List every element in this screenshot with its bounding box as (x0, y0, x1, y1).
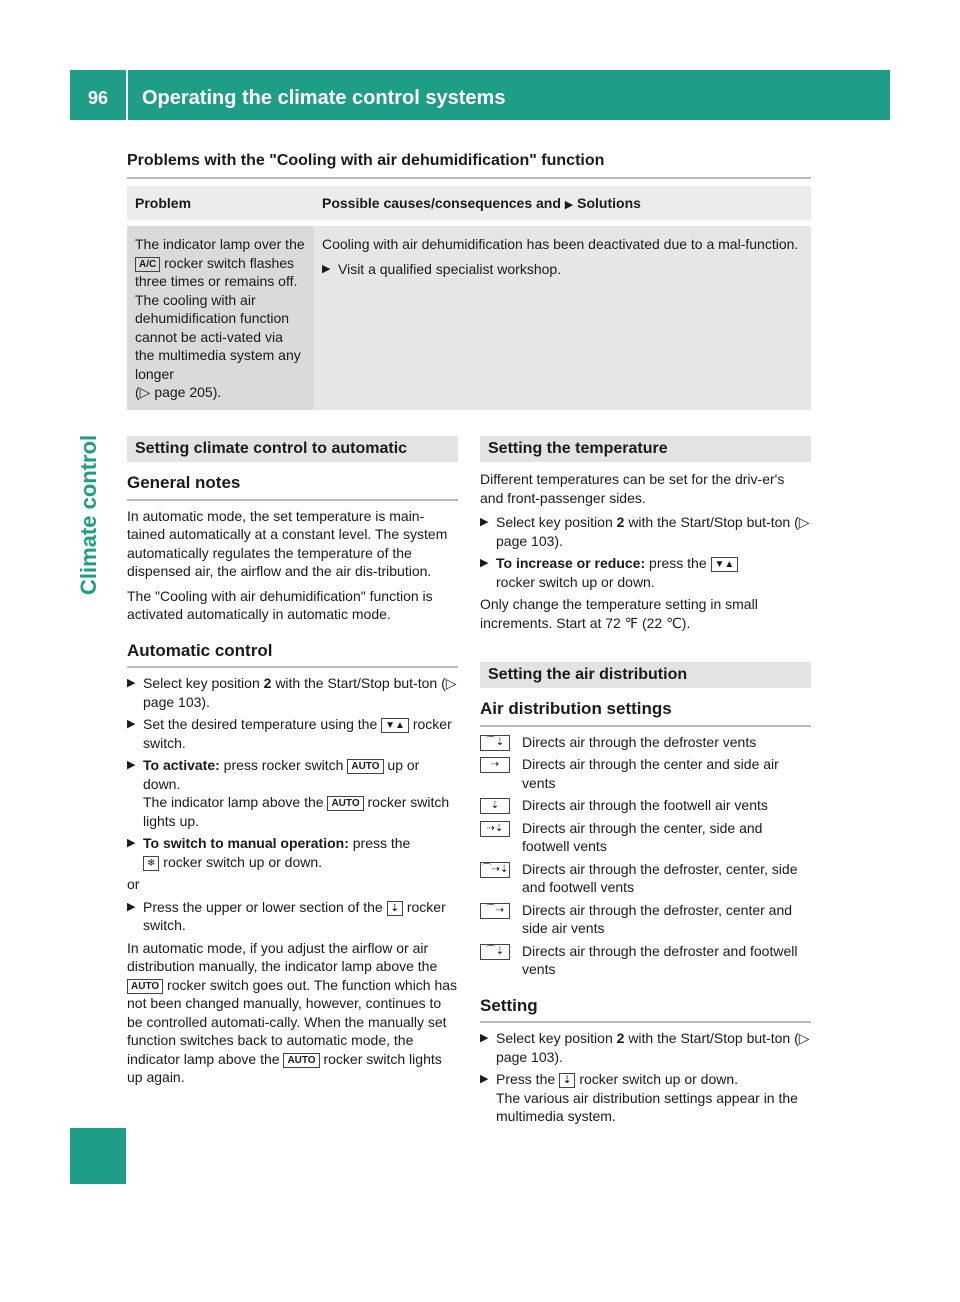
step-label: To switch to manual operation: (143, 835, 349, 851)
step-item (127, 756, 458, 830)
subsection-air-settings: Air distribution settings (480, 700, 811, 727)
step-text: Select key position (143, 675, 260, 691)
arrow-icon: ▶ (480, 557, 489, 569)
table-header-problem: Problem (127, 186, 314, 220)
page-number: 96 (87, 88, 109, 108)
subsection-automatic-control: Automatic control (127, 642, 458, 669)
step-text: rocker switch up or down. (579, 1071, 739, 1087)
step-text: Select key position (496, 1030, 613, 1046)
paragraph-text: In automatic mode, if you adjust the airflow or air distribution manually, the indicator lamp above the (127, 939, 438, 974)
list-item (480, 942, 811, 979)
step-item (480, 513, 811, 550)
section-title-air-distribution: Setting the air distribution (480, 662, 811, 688)
solution-cell (314, 226, 811, 410)
step-text: Select key position (496, 514, 613, 530)
list-item (480, 819, 811, 856)
table-row (127, 226, 811, 410)
general-paragraph: In automatic mode, the set temperature is main-tained automatically at a constant level. The system automatically regulates the temperature of the dispensed air, the airflow and the air dis-tribution. (127, 507, 448, 579)
arrow-icon: ▶ (127, 837, 136, 849)
list-item (480, 755, 811, 792)
arrow-icon: ▶ (127, 677, 136, 689)
problem-page-ref: (▷ page 205). (135, 384, 222, 400)
temperature-key-icon: ▼▲ (381, 718, 409, 733)
fan-key-icon: ❄ (143, 856, 159, 871)
table-header-solutions (314, 186, 811, 220)
air-vent-icon: ⇢⇣ (480, 821, 510, 837)
title-rule (127, 177, 811, 179)
step-item (127, 898, 458, 935)
step-text: rocker switch up or down. (496, 573, 655, 590)
arrow-icon: ▶ (564, 199, 574, 211)
page-header (70, 70, 890, 120)
subsection-general-notes: General notes (127, 474, 458, 501)
paragraph-text: rocker switch lights up again. (127, 1050, 442, 1085)
left-column (127, 436, 458, 1093)
step-item (127, 674, 458, 711)
step-text: rocker switch lights up. (143, 794, 450, 829)
problems-title: Problems with the "Cooling with air dehumidification" function (127, 152, 605, 169)
arrow-icon: ▶ (480, 1032, 489, 1044)
step-text: press the (352, 835, 411, 851)
key-position: 2 (263, 675, 272, 691)
step-text: press rocker switch (223, 757, 344, 773)
arrow-icon: ▶ (127, 718, 136, 730)
arrow-icon: ▶ (480, 1073, 489, 1085)
air-distribution-key-icon: ⇣ (387, 901, 403, 916)
list-item (480, 733, 811, 752)
step-label: To increase or reduce: (496, 555, 646, 571)
list-item-text: Directs air through the defroster, center and side air vents (522, 901, 793, 936)
auto-key-icon: AUTO (283, 1053, 319, 1068)
section-title-temperature: Setting the temperature (480, 436, 811, 462)
step-item (127, 715, 458, 752)
auto-key-icon: AUTO (127, 979, 163, 994)
temperature-paragraph: Only change the temperature setting in small increments. Start at 72 ℉ (22 ℃). (480, 596, 758, 631)
air-vent-icon: ⌒⇣ (480, 735, 510, 751)
or-text: or (127, 876, 140, 892)
list-item-text: Directs air through the defroster and footwell vents (522, 942, 798, 977)
problem-text-a: The indicator lamp over the (135, 236, 305, 252)
step-text: press the (649, 555, 707, 571)
auto-key-icon: AUTO (347, 759, 383, 774)
problem-cell (127, 226, 314, 410)
cause-text: Cooling with air dehumidification has been deactivated due to a mal-function. (322, 236, 799, 252)
list-item (480, 860, 811, 897)
sidebar-marker (70, 1128, 126, 1184)
step-text: Press the (496, 1071, 556, 1087)
right-column (480, 436, 811, 1130)
step-label: To activate: (143, 757, 220, 773)
step-text: Set the desired temperature using the (143, 716, 378, 732)
step-text: rocker switch. (143, 898, 446, 933)
list-item-text: Directs air through the defroster, center, side and footwell vents (522, 860, 798, 895)
subsection-setting: Setting (480, 997, 811, 1024)
list-item (480, 901, 811, 938)
arrow-icon: ▶ (127, 900, 136, 913)
problems-table (127, 186, 811, 410)
header-divider (126, 70, 128, 120)
air-vent-icon: ⌒⇢ (480, 903, 510, 919)
arrow-icon: ▶ (322, 262, 331, 275)
general-paragraph: The "Cooling with air dehumidification" function is activated automatically in automatic mode. (127, 587, 433, 622)
step-item (480, 554, 811, 591)
list-item (480, 796, 811, 815)
step-text: with the Start/Stop but-ton (▷ page 103). (496, 1030, 810, 1065)
step-item (127, 834, 458, 871)
air-vent-icon: ⌒⇢⇣ (480, 862, 510, 878)
solution-text: Visit a qualified specialist workshop. (338, 260, 562, 277)
step-text: with the Start/Stop but-ton (▷ page 103). (496, 514, 810, 549)
step-item (480, 1029, 811, 1066)
temperature-paragraph: Different temperatures can be set for the driv-er's and front-passenger sides. (480, 471, 785, 506)
air-vent-icon: ⇢ (480, 757, 510, 773)
page-title: Operating the climate control systems (142, 87, 506, 109)
key-position: 2 (616, 514, 625, 530)
step-text: Press the upper or lower section of the (143, 898, 383, 915)
list-item-text: Directs air through the center and side air vents (522, 756, 779, 791)
ac-key-icon: A/C (135, 257, 160, 272)
sidebar-label: Climate control (76, 434, 101, 595)
header-causes-text: Possible causes/consequences and (322, 195, 561, 211)
step-item (480, 1070, 811, 1126)
problem-text-b: rocker switch flashes three times or remains off. The cooling with air dehumidification function cannot be acti-vated via the multimedia system any longer (135, 254, 301, 382)
step-text: The indicator lamp above the (143, 794, 324, 810)
key-position: 2 (616, 1030, 625, 1046)
arrow-icon: ▶ (480, 516, 489, 528)
header-solutions-text: Solutions (577, 195, 641, 211)
auto-key-icon: AUTO (327, 796, 363, 811)
air-vent-icon: ⇣ (480, 798, 510, 814)
air-distribution-key-icon: ⇣ (559, 1073, 575, 1088)
step-text: up or down. (143, 757, 420, 792)
sidebar (70, 125, 126, 1182)
air-distribution-list (480, 733, 811, 979)
list-item-text: Directs air through the defroster vents (522, 733, 757, 750)
section-title-automatic: Setting climate control to automatic (127, 436, 458, 462)
paragraph-text: rocker switch goes out. The function which has not been changed manually, however, continues to be controlled automati-cally. When the manually set function switches back to automatic mode, the indicator lamp above the (127, 976, 458, 1067)
table-header-row (127, 186, 811, 220)
arrow-icon: ▶ (127, 759, 136, 771)
solution-step (322, 260, 803, 279)
step-text: The various air distribution settings appear in the multimedia system. (496, 1089, 798, 1124)
step-text: rocker switch. (143, 716, 452, 751)
auto-paragraph (127, 939, 458, 1087)
step-text: rocker switch up or down. (163, 853, 323, 870)
list-item-text: Directs air through the center, side and footwell vents (522, 819, 763, 854)
list-item-text: Directs air through the footwell air vents (522, 797, 768, 813)
temperature-key-icon: ▼▲ (711, 557, 739, 572)
step-text: with the Start/Stop but-ton (▷ page 103). (143, 675, 457, 710)
air-vent-icon: ⌒⇣ (480, 944, 510, 960)
